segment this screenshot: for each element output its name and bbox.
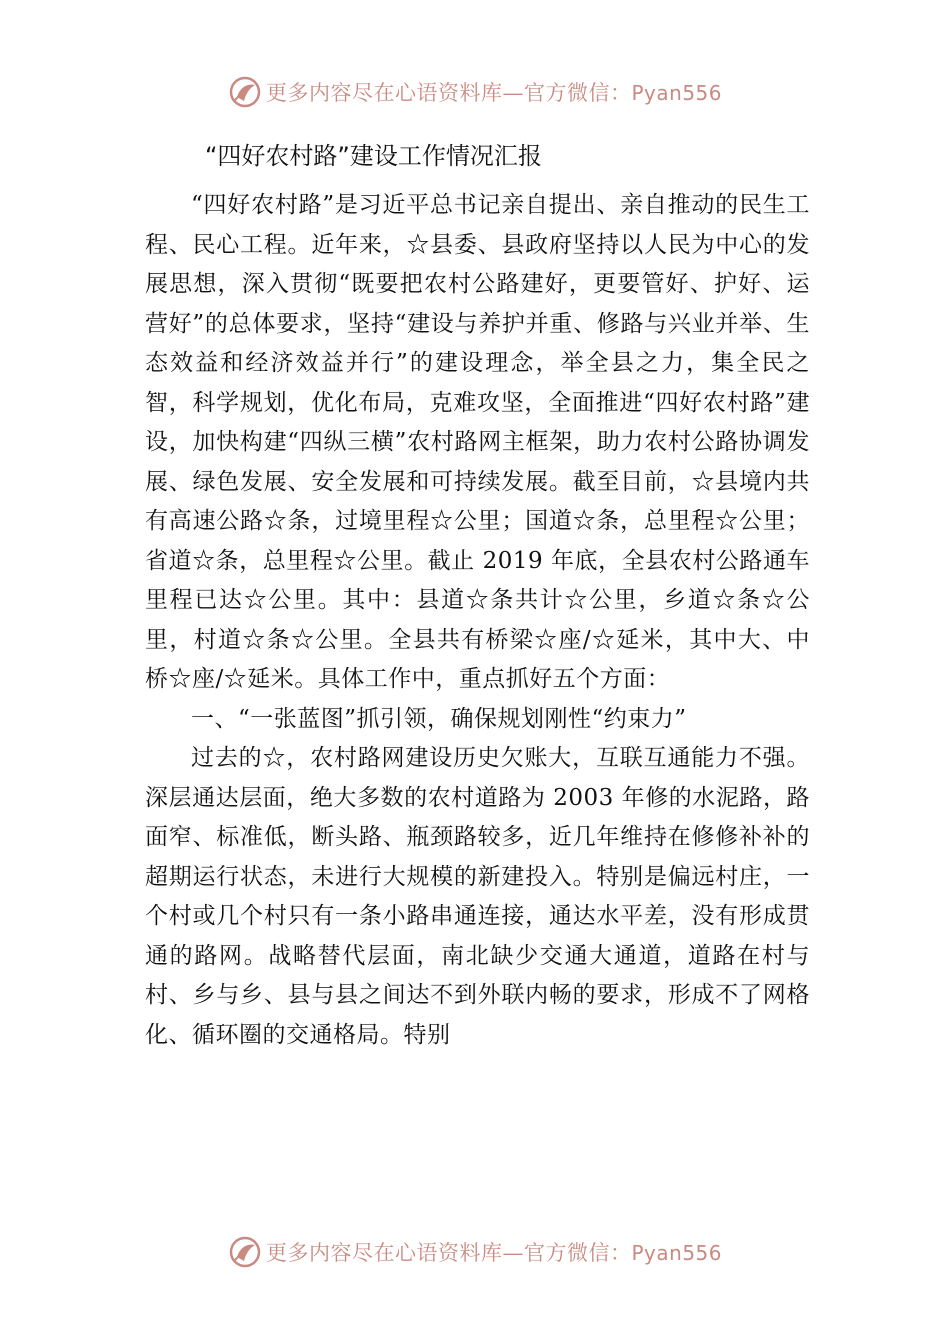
watermark-banner-bottom (0, 1232, 950, 1272)
logo-icon (228, 1235, 262, 1269)
section-paragraph-1: 过去的☆，农村路网建设历史欠账大，互联互通能力不强。深层通达层面，绝大多数的农村道路为 2003 年修的水泥路，路面窄、标准低，断头路、瓶颈路较多，近几年维持在修修补补的超期运行状态，未进行大规模的新建投入。特别是偏远村庄，一个村或几个村只有一条小路串通连接，通达水平差，没有形成贯通的路网。战略替代层面，南北缺少交通大通道，道路在村与村、乡与乡、县与县之间达不到外联内畅的要求，形成不了网格化、循环圈的交通格局。特别 (145, 745, 810, 1048)
intro-paragraph: “四好农村路”是习近平总书记亲自提出、亲自推动的民生工程、民心工程。近年来，☆县委、县政府坚持以人民为中心的发展思想，深入贯彻“既要把农村公路建好，更要管好、护好、运营好”的总体要求，坚持“建设与养护并重、修路与兴业并举、生态效益和经济效益并行”的建设理念，举全县之力，集全民之智，科学规划，优化布局，克难攻坚，全面推进“四好农村路”建设，加快构建“四纵三横”农村路网主框架，助力农村公路协调发展、绿色发展、安全发展和可持续发展。截至目前，☆县境内共有高速公路☆条，过境里程☆公里；国道☆条，总里程☆公里；省道☆条，总里程☆公里。截止 2019 年底，全县农村公路通车里程已达☆公里。其中：县道☆条共计☆公里，乡道☆条☆公里，村道☆条☆公里。全县共有桥梁☆座/☆延米，其中大、中桥☆座/☆延米。具体工作中，重点抓好五个方面： (145, 192, 810, 692)
watermark-text: 更多内容尽在心语资料库—官方微信：Pyan556 (265, 1241, 722, 1265)
watermark-text: 更多内容尽在心语资料库—官方微信：Pyan556 (265, 81, 722, 105)
watermark-banner-top (0, 72, 950, 112)
watermark-code: Pyan556 (631, 81, 722, 105)
document-title: “四好农村路”建设工作情况汇报 (205, 142, 542, 170)
watermark-code: Pyan556 (631, 1241, 722, 1265)
section-heading-1: 一、“一张蓝图”抓引领，确保规划刚性“约束力” (191, 705, 687, 732)
document-body (145, 136, 810, 1055)
logo-icon (228, 75, 262, 109)
